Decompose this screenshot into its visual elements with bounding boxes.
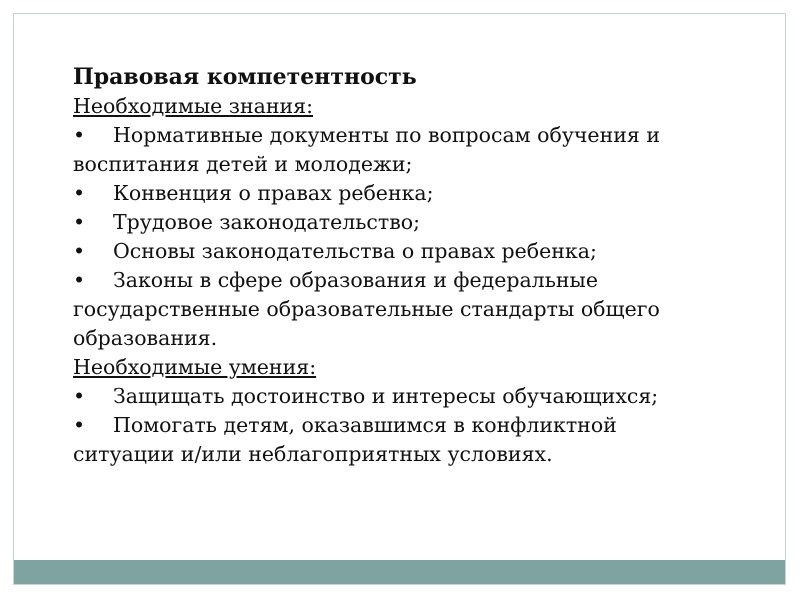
list-item [73, 237, 773, 266]
bullet-icon: • [73, 413, 86, 437]
list-item-text: Нормативные документы по вопросам обучения и [113, 123, 661, 147]
bullet-icon: • [73, 384, 86, 408]
list-item-text: Конвенция о правах ребенка; [113, 181, 434, 205]
list-item-text: Основы законодательства о правах ребенка; [113, 239, 597, 263]
list-item [73, 121, 773, 150]
list-item-text: Законы в сфере образования и федеральные [113, 268, 598, 292]
list-item [73, 411, 773, 440]
list-item-text: Трудовое законодательство; [113, 210, 421, 234]
slide-title: Правовая компетентность [73, 64, 417, 90]
list-item [73, 266, 773, 295]
list-item-text: Защищать достоинство и интересы обучающихся; [113, 384, 659, 408]
list-item [73, 179, 773, 208]
list-item-continuation: образования. [73, 326, 218, 350]
list-item-text: Помогать детям, оказавшимся в конфликтной [113, 413, 617, 437]
skills-heading: Необходимые умения: [73, 355, 317, 379]
footer-band [14, 560, 785, 584]
bullet-icon: • [73, 123, 86, 147]
list-item-continuation: ситуации и/или неблагоприятных условиях. [73, 442, 553, 466]
list-item-continuation: государственные образовательные стандарты общего [73, 297, 660, 321]
list-item-continuation: воспитания детей и молодежи; [73, 152, 413, 176]
list-item [73, 208, 773, 237]
bullet-icon: • [73, 268, 86, 292]
knowledge-heading: Необходимые знания: [73, 94, 314, 118]
list-item [73, 382, 773, 411]
bullet-icon: • [73, 181, 86, 205]
bullet-icon: • [73, 210, 86, 234]
bullet-icon: • [73, 239, 86, 263]
slide-content [73, 62, 773, 469]
